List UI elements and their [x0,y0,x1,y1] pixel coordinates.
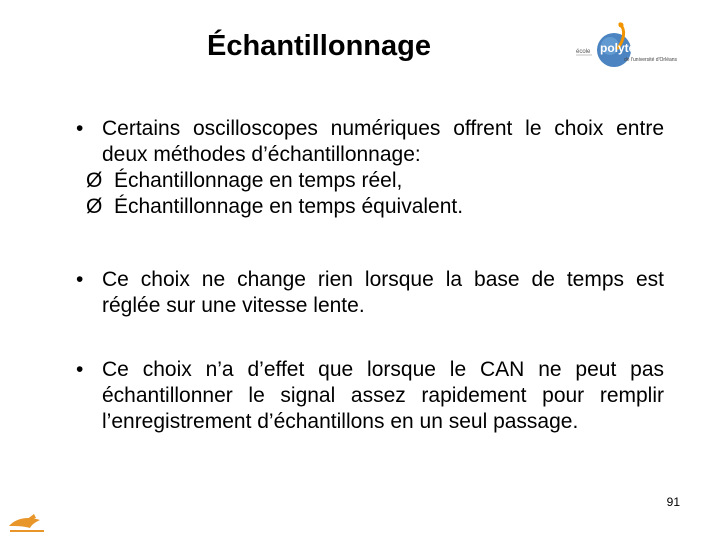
bullet-item [76,267,664,319]
slide-title: Échantillonnage [207,30,431,62]
arrow-icon: Ø [86,195,103,218]
sub-item [76,194,664,220]
bullet-item [76,116,664,220]
polytechnique-logo [574,20,690,72]
sub-item-text: Échantillonnage en temps réel, [114,169,403,192]
bullet-marker: • [76,117,84,140]
corner-logo [6,512,50,536]
logo-small-text: école [576,49,591,55]
sub-item-text: Échantillonnage en temps équivalent. [114,195,464,218]
bullet-item [76,357,664,435]
bullet-text: Certains oscilloscopes numériques offrent le choix entre deux méthodes d’échantillonnage: [102,117,664,166]
logo-sub-text: de l'université d'Orléans [624,57,678,63]
bullet-marker: • [76,358,84,381]
sub-item [76,168,664,194]
page-number: 91 [666,495,680,509]
bullet-text: Ce choix ne change rien lorsque la base de temps est réglée sur une vitesse lente. [102,268,664,317]
bullet-marker: • [76,268,84,291]
logo-name-text: polytechnique [600,41,682,55]
arrow-icon: Ø [86,169,103,192]
bullet-text: Ce choix n’a d’effet que lorsque le CAN ne peut pas échantillonner le signal assez rapidement pour remplir l’enregistrement d’échantillons en un seul passage. [102,358,664,433]
